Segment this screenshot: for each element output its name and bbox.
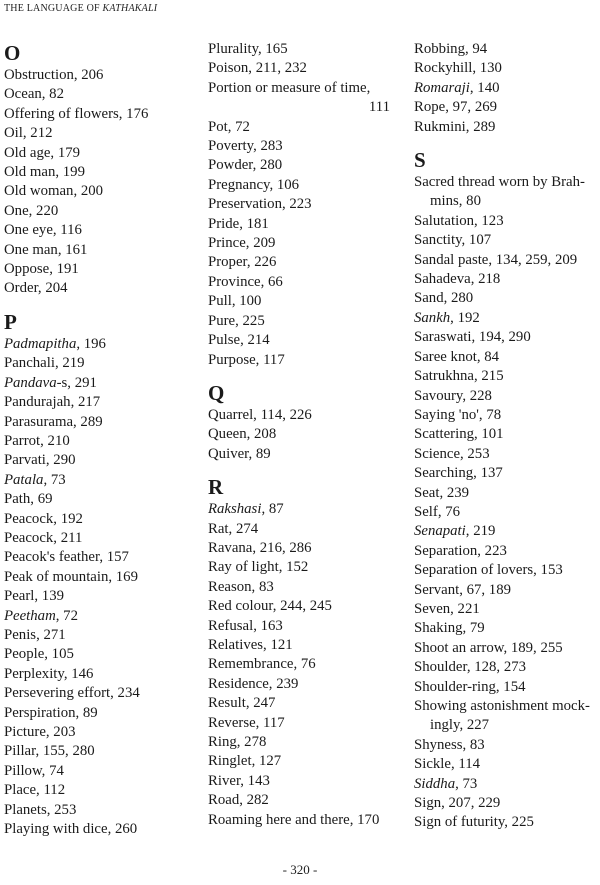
index-entry [208,675,398,694]
index-text: Peacock, 211 [4,529,83,546]
index-continuation: mins, 80 [430,193,481,210]
index-text: Refusal, 163 [208,617,283,634]
index-entry [208,40,398,59]
index-text: Perplexity, 146 [4,665,94,682]
index-entry [4,279,199,298]
index-text: Peacock, 192 [4,510,83,527]
index-continuation: ingly, 227 [430,717,490,734]
index-text: Savoury, 228 [414,387,492,404]
index-entry [4,144,199,163]
index-entry [208,558,398,577]
running-head [4,3,157,14]
index-text: Pandurajah, 217 [4,394,101,411]
index-text: Pride, 181 [208,215,269,232]
index-text: Plurality, 165 [208,41,288,57]
index-text: People, 105 [4,646,74,663]
index-entry [4,704,199,723]
index-text: Pure, 225 [208,312,265,329]
index-entry [414,79,598,98]
index-text: Purpose, 117 [208,351,285,368]
index-entry [414,542,598,561]
index-entry [208,655,398,674]
index-term: Pandava [4,374,57,391]
index-column-3 [414,40,598,833]
index-entry [208,406,398,425]
section-letter: R [208,475,224,500]
index-entry [4,471,199,490]
index-text: Separation of lovers, 153 [414,562,563,579]
index-entry [208,578,398,597]
index-term: Patala [4,471,44,488]
index-text: Perspiration, 89 [4,704,98,721]
index-entry [4,85,199,104]
index-text: Shyness, 83 [414,736,485,753]
index-entry [4,221,199,240]
index-text: Sickle, 114 [414,756,481,773]
index-entry [208,331,398,350]
index-term: Rakshasi [208,501,262,518]
index-text: Rockyhill, 130 [414,60,502,77]
index-entry [4,124,199,143]
index-text: Poverty, 283 [208,138,283,155]
index-text: Searching, 137 [414,465,503,482]
index-term: Peetham [4,607,56,624]
index-entry [414,406,598,425]
index-section [208,370,398,464]
index-entry [4,587,199,606]
index-section [414,137,598,833]
index-text: Road, 282 [208,792,269,809]
index-pages: , 219 [465,523,496,540]
section-letter: Q [208,380,225,405]
page-number: - 320 - [282,862,318,877]
index-entry [208,425,398,444]
index-text: Proper, 226 [208,254,277,271]
index-entry [414,464,598,483]
section-gap [4,299,199,309]
index-entry [414,289,598,308]
index-text: Quarrel, 114, 226 [208,406,312,423]
index-section [414,40,598,137]
section-letter: O [4,41,21,65]
index-text: Science, 253 [414,445,490,462]
index-entry [414,697,598,716]
index-text: Oil, 212 [4,125,53,142]
index-text: Place, 112 [4,782,66,799]
index-column-1 [4,40,199,839]
index-entry [414,619,598,638]
index-text: Poison, 211, 232 [208,60,307,77]
index-text: Sand, 280 [414,290,474,307]
index-term: Senapati [414,523,466,540]
index-entry [4,568,199,587]
section-gap [414,137,598,147]
index-term: Romaraji [414,79,470,96]
index-entry [414,173,598,192]
index-text: Panchali, 219 [4,355,85,372]
index-text: Pot, 72 [208,118,250,135]
index-entry [208,772,398,791]
index-entry [414,231,598,250]
index-text: Portion or measure of time, [208,79,371,96]
section-gap [208,370,398,380]
index-text: Reason, 83 [208,578,274,595]
index-text: Shoulder, 128, 273 [414,659,527,676]
index-text: Sanctity, 107 [414,232,492,249]
index-entry [4,548,199,567]
index-entry [414,212,598,231]
index-pages: , 140 [469,79,500,96]
index-text: Picture, 203 [4,724,76,740]
index-section [208,464,398,830]
index-text: Pulse, 214 [208,332,270,349]
index-entry [208,176,398,195]
index-text: Parrot, 210 [4,432,70,449]
index-text: Ray of light, 152 [208,559,309,576]
index-entry [4,66,199,85]
index-entry [208,617,398,636]
index-section [4,299,199,840]
index-text: Preservation, 223 [208,196,312,213]
index-section [4,40,199,299]
index-entry [4,762,199,781]
index-entry [208,215,398,234]
index-text: Sign, 207, 229 [414,795,501,812]
index-text: One, 220 [4,202,59,219]
index-text: Prince, 209 [208,235,276,252]
index-entry [414,309,598,328]
index-entry [4,354,199,373]
index-text: Pregnancy, 106 [208,176,300,193]
index-entry [4,163,199,182]
index-text: Sign of futurity, 225 [414,814,534,831]
index-entry [208,811,398,830]
index-entry [4,182,199,201]
running-head-title: KATHAKALI [102,3,158,14]
index-text: Old man, 199 [4,164,85,181]
index-text: Rukmini, 289 [414,118,496,135]
index-text: Parasurama, 289 [4,413,103,430]
index-text: Quiver, 89 [208,445,271,462]
index-text: One eye, 116 [4,222,82,239]
index-entry [4,723,199,742]
index-text: Residence, 239 [208,675,299,692]
index-entry [208,597,398,616]
index-text: Relatives, 121 [208,636,293,653]
index-text: Ringlet, 127 [208,753,282,770]
index-text: Order, 204 [4,280,68,297]
index-section [208,40,398,370]
index-pages: , 87 [261,501,284,518]
index-text: Reverse, 117 [208,714,285,731]
index-text: Shaking, 79 [414,620,485,637]
index-entry [4,451,199,470]
index-entry [414,794,598,813]
index-entry [208,791,398,810]
index-entry [208,694,398,713]
index-text: Path, 69 [4,491,53,508]
section-letter: S [414,148,426,173]
index-text: Saree knot, 84 [414,348,500,365]
index-entry [414,813,598,832]
index-text: Seat, 239 [414,484,470,501]
index-entry [414,98,598,117]
index-text: Pillar, 155, 280 [4,743,95,760]
index-text: Playing with dice, 260 [4,821,138,838]
index-text: Queen, 208 [208,426,277,443]
index-entry [4,374,199,393]
section-letter: P [4,309,17,334]
index-text: Ravana, 216, 286 [208,539,312,556]
index-pages: -s, 291 [56,374,97,391]
index-term: Siddha [414,775,456,792]
index-text: Shoot an arrow, 189, 255 [414,639,563,656]
index-text: River, 143 [208,772,270,789]
index-entry [208,253,398,272]
index-text: Sandal paste, 134, 259, 209 [414,251,578,268]
index-entry [208,636,398,655]
index-entry [208,539,398,558]
index-entry [208,195,398,214]
index-entry [414,755,598,774]
index-text: Oppose, 191 [4,261,79,278]
index-text: Red colour, 244, 245 [208,598,332,615]
index-text: One man, 161 [4,241,88,258]
index-text: Roaming here and there, 170 [208,811,380,828]
index-pages: , 192 [450,309,480,326]
index-text: Ring, 278 [208,734,267,750]
index-text: Sacred thread worn by Brah- [414,174,585,191]
index-text: Old age, 179 [4,144,81,161]
index-entry [414,678,598,697]
index-text: Peak of mountain, 169 [4,568,138,585]
index-text: Shoulder-ring, 154 [414,678,526,695]
index-entry [414,484,598,503]
index-text: Satrukhna, 215 [414,368,504,385]
index-entry [414,561,598,580]
index-text: Self, 76 [414,503,461,520]
index-entry [414,118,598,137]
index-text: Seven, 221 [414,600,480,617]
index-entry [414,348,598,367]
index-entry [414,775,598,794]
index-text: Province, 66 [208,273,283,290]
index-entry [208,79,398,98]
index-term: Sankh [414,309,451,326]
index-entry [414,600,598,619]
index-text: Saraswati, 194, 290 [414,329,531,346]
index-column-2 [208,40,398,830]
index-entry [208,733,398,752]
index-text: Peacok's feather, 157 [4,549,129,566]
index-text: Offering of flowers, 176 [4,105,149,122]
index-text: Obstruction, 206 [4,67,104,83]
index-text: Separation, 223 [414,542,507,559]
index-entry [4,645,199,664]
index-text: Showing astonishment mock- [414,698,590,714]
index-entry [208,234,398,253]
index-entry [208,500,398,519]
index-entry [414,658,598,677]
index-pages: , 73 [455,775,478,792]
index-text: Remembrance, 76 [208,656,316,673]
index-text: Powder, 280 [208,157,283,174]
index-entry [208,59,398,78]
index-continuation: 111 [368,99,390,116]
index-text: Ocean, 82 [4,86,64,103]
index-entry [414,445,598,464]
index-entry [4,607,199,626]
index-entry [208,351,398,370]
index-pages: , 72 [55,607,78,624]
index-entry-continuation [414,716,598,735]
index-text: Pearl, 139 [4,588,64,605]
index-entry [414,736,598,755]
index-text: Persevering effort, 234 [4,685,140,702]
index-text: Pillow, 74 [4,762,64,779]
index-entry [4,742,199,761]
section-gap [208,464,398,474]
index-text: Old woman, 200 [4,183,104,200]
index-text: Planets, 253 [4,801,77,818]
index-entry [208,520,398,539]
index-entry [4,105,199,124]
index-entry [4,529,199,548]
index-entry [4,335,199,354]
index-text: Robbing, 94 [414,41,488,57]
index-entry [4,490,199,509]
index-text: Salutation, 123 [414,212,504,229]
index-entry [208,714,398,733]
index-entry [4,260,199,279]
index-entry [4,241,199,260]
index-entry [414,251,598,270]
index-entry [4,202,199,221]
index-text: Pull, 100 [208,293,262,310]
index-text: Penis, 271 [4,626,66,643]
index-text: Rope, 97, 269 [414,99,498,116]
index-text: Saying 'no', 78 [414,406,502,423]
index-text: Parvati, 290 [4,452,76,469]
index-entry [414,503,598,522]
index-text: Servant, 67, 189 [414,581,511,598]
index-entry-continuation [208,98,398,117]
index-text: Result, 247 [208,695,276,712]
index-entry [414,522,598,541]
index-entry [414,387,598,406]
index-entry-continuation [414,192,598,211]
index-entry [4,665,199,684]
index-text: Scattering, 101 [414,426,504,443]
index-text: Sahadeva, 218 [414,271,501,288]
index-entry [4,626,199,645]
index-entry [208,273,398,292]
index-entry [414,59,598,78]
index-entry [414,40,598,59]
index-entry [414,639,598,658]
index-entry [4,684,199,703]
index-entry [414,328,598,347]
index-pages: , 196 [76,335,106,352]
index-entry [414,581,598,600]
index-entry [208,445,398,464]
index-term: Padmapitha [4,335,77,352]
index-text: Rat, 274 [208,520,259,537]
index-entry [4,801,199,820]
index-entry [4,510,199,529]
index-entry [414,270,598,289]
index-entry [4,413,199,432]
index-entry [4,393,199,412]
index-entry [208,137,398,156]
index-entry [414,367,598,386]
index-entry [208,752,398,771]
index-entry [4,820,199,839]
index-entry [208,118,398,137]
index-entry [4,432,199,451]
running-head-prefix: THE LANGUAGE OF [4,3,103,14]
index-entry [414,425,598,444]
index-entry [208,156,398,175]
index-pages: , 73 [43,471,66,488]
index-entry [208,312,398,331]
index-entry [4,781,199,800]
index-entry [208,292,398,311]
